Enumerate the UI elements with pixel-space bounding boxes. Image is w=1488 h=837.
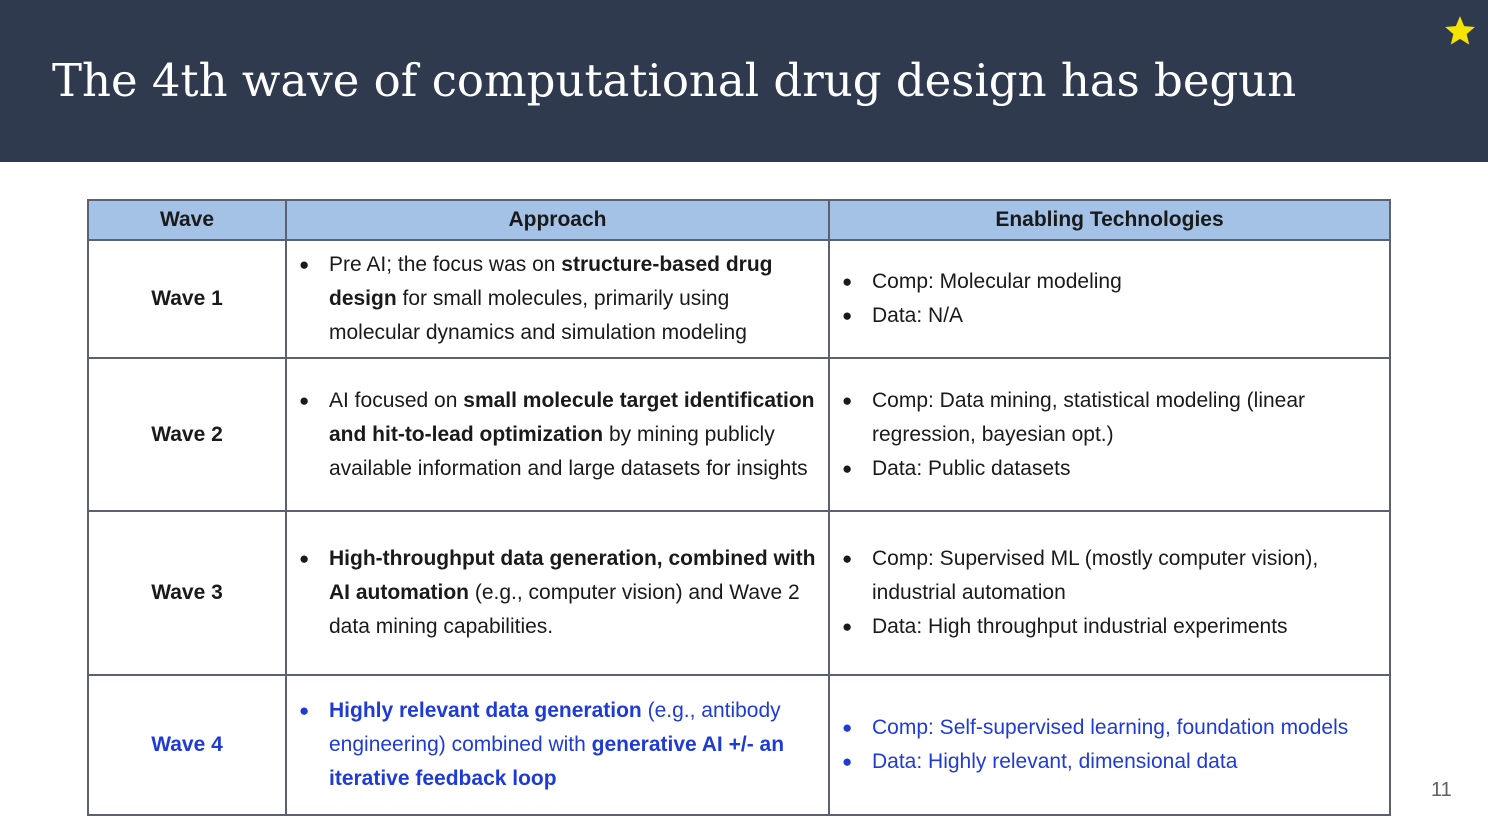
tech-cell — [829, 675, 1390, 815]
waves-table — [87, 199, 1389, 816]
tech-cell — [829, 358, 1390, 511]
approach-text: (e.g., antibody engineering) combined with — [329, 699, 781, 756]
list-item — [299, 694, 816, 796]
table-header-row — [88, 200, 1390, 240]
list-item: ● Comp: Data mining, statistical modeling (linear regression, bayesian opt.) — [842, 384, 1377, 452]
list-item — [299, 384, 816, 486]
approach-bold: generative AI +/- an iterative feedback loop — [329, 733, 785, 790]
list-item: ● Data: N/A — [842, 299, 1377, 333]
table-row-highlighted — [88, 675, 1390, 815]
list-item — [299, 542, 816, 644]
approach-bold: High-throughput data generation, combined with AI automation — [329, 547, 816, 604]
tech-cell — [829, 511, 1390, 675]
approach-text: (e.g., computer vision) and Wave 2 data mining capabilities. — [329, 581, 800, 638]
list-item: ● Comp: Molecular modeling — [842, 265, 1377, 299]
approach-cell — [286, 358, 829, 511]
approach-bold: Highly relevant data generation — [329, 699, 642, 722]
wave-label: Wave 2 — [88, 358, 286, 511]
list-item: ● Data: Highly relevant, dimensional data — [842, 745, 1377, 779]
approach-bold: small molecule target identification and hit-to-lead optimization — [329, 388, 815, 446]
list-item: ● Data: Public datasets — [842, 452, 1377, 486]
page-number: 11 — [1431, 779, 1452, 801]
approach-text: Pre AI; the focus was on — [329, 253, 562, 276]
list-item: ● Comp: Supervised ML (mostly computer vision), industrial automation — [842, 542, 1377, 610]
approach-cell — [286, 511, 829, 675]
wave-label: Wave 4 — [88, 675, 286, 815]
table-row — [88, 358, 1390, 511]
header-approach: Approach — [286, 200, 829, 240]
table-row — [88, 240, 1390, 358]
wave-label: Wave 3 — [88, 511, 286, 675]
approach-cell — [286, 675, 829, 815]
approach-cell — [286, 240, 829, 358]
star-icon — [1443, 14, 1477, 48]
approach-bold: structure-based drug design — [329, 253, 773, 310]
approach-text: AI focused on — [329, 388, 464, 412]
list-item — [299, 248, 816, 350]
slide-title: The 4th wave of computational drug design has begun — [52, 54, 1297, 107]
header-wave: Wave — [88, 200, 286, 240]
approach-text: by mining publicly available information and large datasets for insights — [329, 422, 808, 480]
table-row — [88, 511, 1390, 675]
list-item: ● Data: High throughput industrial experiments — [842, 610, 1377, 644]
wave-label: Wave 1 — [88, 240, 286, 358]
tech-cell — [829, 240, 1390, 358]
list-item: ● Comp: Self-supervised learning, foundation models — [842, 711, 1377, 745]
approach-text: for small molecules, primarily using molecular dynamics and simulation modeling — [329, 287, 747, 344]
header-tech: Enabling Technologies — [829, 200, 1390, 240]
